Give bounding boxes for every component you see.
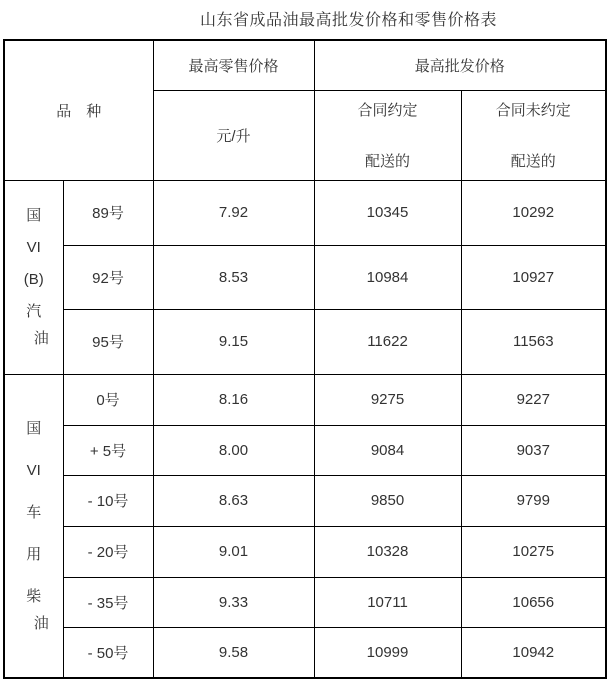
grade-cell: 89号 [63,180,153,245]
grade-cell: - 35号 [63,577,153,627]
retail-cell: 9.15 [153,309,314,374]
group-label-line: VI [26,239,41,256]
retail-cell: 8.00 [153,425,314,475]
uncontracted-cell: 10292 [461,180,606,245]
contracted-cell: 9275 [314,374,461,425]
table-row [4,180,606,245]
group-label-diesel [4,374,63,678]
group-label-line: VI [26,461,41,479]
header-wholesale-group: 最高批发价格 [314,40,606,90]
contracted-cell: 10984 [314,245,461,309]
grade-cell: 92号 [63,245,153,309]
retail-cell: 9.01 [153,526,314,577]
grade-cell: 0号 [63,374,153,425]
contracted-cell: 9850 [314,475,461,526]
header-product: 品 种 [4,40,153,180]
group-label-line: 汽 [26,303,42,320]
group-label-line: 国 [26,207,42,224]
uncontracted-cell: 9227 [461,374,606,425]
uncontracted-cell: 9037 [461,425,606,475]
table-row [4,374,606,425]
group-label-gasoline-lines [5,208,63,346]
header-retail-group: 最高零售价格 [153,40,314,90]
group-label-line: 车 [26,503,42,521]
retail-cell: 8.53 [153,245,314,309]
table-row [4,627,606,678]
table-row [4,245,606,309]
contracted-cell: 10345 [314,180,461,245]
table-row [4,526,606,577]
contracted-cell: 9084 [314,425,461,475]
page-title: 山东省成品油最高批发价格和零售价格表 [199,12,497,29]
retail-cell: 9.33 [153,577,314,627]
retail-cell: 7.92 [153,180,314,245]
price-table [3,39,607,679]
grade-cell: - 20号 [63,526,153,577]
retail-cell: 8.63 [153,475,314,526]
header-retail-unit: 元/升 [153,90,314,180]
header-uncontracted-line1: 合同未约定 [495,102,571,119]
header-uncontracted [461,90,606,180]
table-row [4,309,606,374]
header-contracted-line1: 合同约定 [357,102,418,119]
uncontracted-cell: 10275 [461,526,606,577]
group-label-line: 柴 [26,587,42,605]
header-uncontracted-line2: 配送的 [510,153,556,170]
uncontracted-cell: 9799 [461,475,606,526]
header-contracted-line2: 配送的 [365,153,411,170]
header-uncontracted-lines [462,99,606,171]
uncontracted-cell: 11563 [461,309,606,374]
header-contracted [314,90,461,180]
group-label-line: 国 [26,419,42,437]
grade-cell: + 5号 [63,425,153,475]
contracted-cell: 10711 [314,577,461,627]
table-row [4,425,606,475]
uncontracted-cell: 10942 [461,627,606,678]
group-label-line: 油 [18,330,49,347]
group-label-diesel-lines [5,421,63,631]
grade-cell: 95号 [63,309,153,374]
contracted-cell: 10999 [314,627,461,678]
grade-cell: - 10号 [63,475,153,526]
retail-cell: 9.58 [153,627,314,678]
contracted-cell: 10328 [314,526,461,577]
table-row [4,577,606,627]
retail-cell: 8.16 [153,374,314,425]
group-label-line: 油 [18,614,49,632]
table-row [4,475,606,526]
uncontracted-cell: 10927 [461,245,606,309]
grade-cell: - 50号 [63,627,153,678]
contracted-cell: 11622 [314,309,461,374]
group-label-line: 用 [26,545,42,563]
group-label-gasoline [4,180,63,374]
group-label-line: (B) [23,271,44,288]
header-contracted-lines [315,99,461,171]
header-row-1 [4,40,606,90]
uncontracted-cell: 10656 [461,577,606,627]
